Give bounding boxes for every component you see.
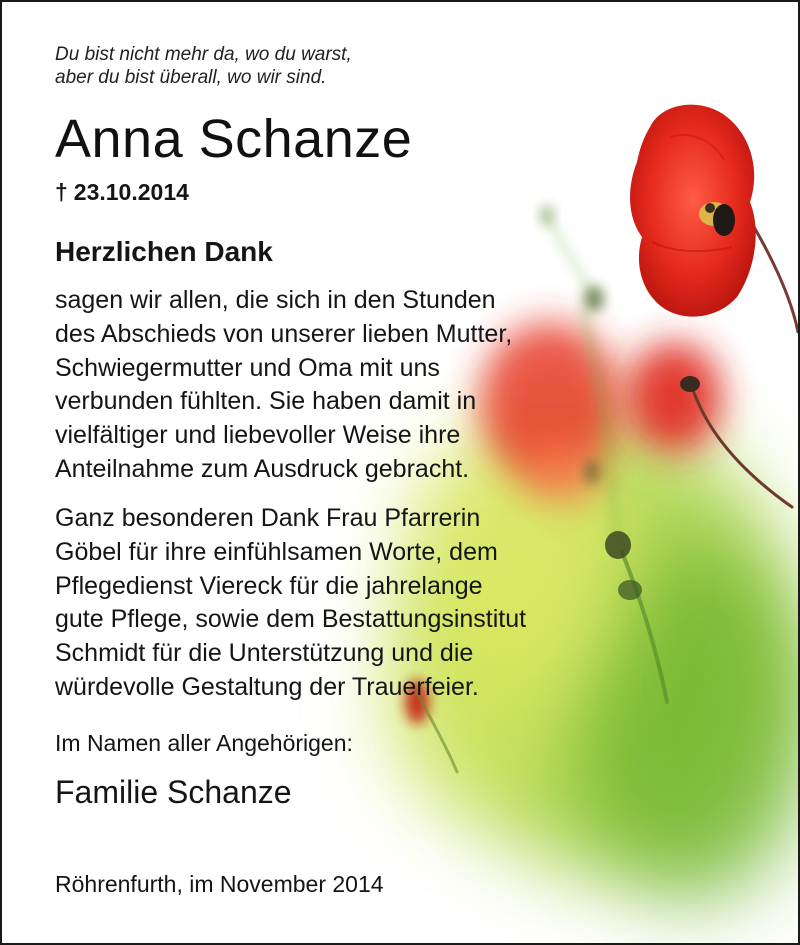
thanks-paragraph-2 (55, 502, 526, 705)
paragraph-1-line: des Abschieds von unserer lieben Mutter, (55, 319, 513, 348)
thanks-paragraph-1 (55, 284, 512, 487)
paragraph-1-line: Anteilnahme zum Ausdruck gebracht. (55, 454, 470, 483)
paragraph-1-line: vielfältiger und liebevoller Weise ihre (55, 421, 461, 450)
signature-intro: Im Namen aller Angehörigen: (55, 730, 353, 756)
place-and-date: Röhrenfurth, im November 2014 (55, 871, 384, 897)
paragraph-2-line: Ganz besonderen Dank Frau Pfarrerin (55, 504, 481, 532)
deceased-name: Anna Schanze (55, 109, 413, 169)
paragraph-2-line: Schmidt für die Unterstützung und die (55, 639, 474, 668)
death-date-line (55, 179, 189, 206)
motto-line-1: Du bist nicht mehr da, wo du warst, (55, 44, 352, 65)
paragraph-1-line: sagen wir allen, die sich in den Stunden (55, 286, 496, 314)
main-poppy (630, 105, 756, 317)
family-signature: Familie Schanze (55, 774, 292, 810)
thanks-heading: Herzlichen Dank (55, 236, 273, 267)
paragraph-1-line: Schwiegermutter und Oma mit uns (55, 353, 440, 382)
motto-quote (55, 43, 352, 89)
death-date: 23.10.2014 (73, 179, 189, 205)
motto-line-2: aber du bist überall, wo wir sind. (55, 67, 327, 88)
paragraph-2-line: gute Pflege, sowie dem Bestattungsinstitut (55, 605, 527, 634)
cross-icon: † (55, 179, 68, 205)
paragraph-2-line: Göbel für ihre einfühlsamen Worte, dem (55, 537, 498, 566)
paragraph-1-line: verbunden fühlten. Sie haben damit in (55, 387, 477, 416)
paragraph-2-line: Pflegedienst Viereck für die jahrelange (55, 571, 483, 600)
paragraph-2-line: würdevolle Gestaltung der Trauerfeier. (55, 672, 479, 701)
